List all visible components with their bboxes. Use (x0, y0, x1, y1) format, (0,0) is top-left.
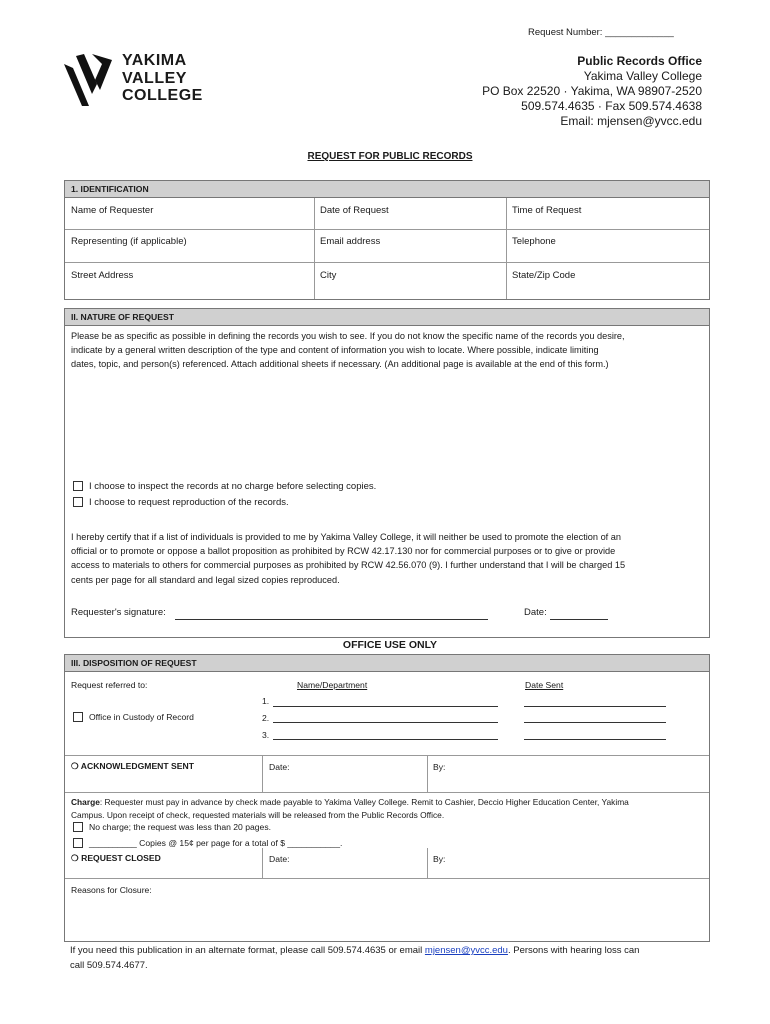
state-zip-field[interactable]: State/Zip Code (512, 270, 576, 281)
footer-note: If you need this publication in an alternate format, please call 509.574.4635 or email mjensen@yvcc.edu. Persons with hearing loss can call 509.574.4677. (70, 945, 640, 971)
copies-checkbox[interactable] (73, 838, 83, 848)
reproduce-option[interactable] (73, 497, 289, 508)
office-line-1: Yakima Valley College (583, 69, 702, 83)
referral-date-line-2[interactable] (524, 722, 666, 723)
identification-section (64, 180, 710, 300)
office-use-only-heading: OFFICE USE ONLY (342, 639, 438, 651)
signature-date-line[interactable] (550, 619, 608, 620)
no-charge-option[interactable]: No charge; the request was less than 20 pages. (73, 822, 271, 832)
certification-text: I hereby certify that if a list of individuals is provided to me by Yakima Valley College, it will neither be used to promote the election of an official or to promote or oppose a ballot proposition as prohibited by RCW 42.17.130 nor for commercial purposes or to give or provide access to materials to others for commercial purposes as prohibited by RCW 42.56.070 (9). I further understand that I will be charged 15 cents per page for all standard and legal sized copies reproduced. (71, 532, 626, 585)
street-address-field[interactable]: Street Address (71, 270, 134, 281)
closed-by-label: By: (433, 854, 446, 864)
footer-email-link[interactable]: mjensen@yvcc.edu (424, 945, 508, 956)
ack-by-label: By: (433, 762, 446, 772)
office-line-3: 509.574.4635 · Fax 509.574.4638 (521, 99, 702, 113)
office-line-4: Email: mjensen@yvcc.edu (560, 114, 702, 128)
charge-text: Charge: Requester must pay in advance by check made payable to Yakima Valley College. Remit to Cashier, Deccio Higher Education Center, Yakima Campus. Upon receipt of check, requested materials will be released from the Public Records Office. (71, 797, 629, 820)
signature-label: Requester's signature: (71, 607, 166, 618)
inspect-checkbox[interactable] (73, 481, 83, 491)
city-field[interactable]: City (320, 270, 337, 281)
referral-date-line-1[interactable] (524, 706, 666, 707)
radio-circle-icon[interactable]: ❍ (71, 761, 79, 771)
office-title: Public Records Office (577, 54, 702, 68)
referral-name-line-2[interactable] (273, 722, 498, 723)
request-number-label: Request Number: _____________ (528, 27, 674, 38)
copies-option[interactable]: __________ Copies @ 15¢ per page for a total of $ ___________. (73, 838, 342, 848)
referral-date-line-3[interactable] (524, 739, 666, 740)
office-custody-option[interactable]: Office in Custody of Record (73, 712, 194, 722)
signature-line[interactable] (175, 619, 488, 620)
form-title: REQUEST FOR PUBLIC RECORDS (307, 151, 473, 162)
name-of-requester-field[interactable]: Name of Requester (71, 205, 154, 216)
request-closed-option[interactable]: ❍ REQUEST CLOSED (71, 853, 161, 863)
office-custody-checkbox[interactable] (73, 712, 83, 722)
telephone-field[interactable]: Telephone (512, 236, 556, 247)
college-logo (62, 50, 212, 110)
reproduce-option-label: I choose to request reproduction of the records. (89, 497, 289, 508)
logo-text-line-3: COLLEGE (122, 87, 203, 104)
section-title: 1. IDENTIFICATION (65, 181, 709, 198)
time-of-request-field[interactable]: Time of Request (512, 205, 582, 216)
signature-date-label: Date: (524, 607, 547, 618)
disposition-section: III. DISPOSITION OF REQUEST Request referred to: Name/Department Date Sent 1. Office in Custody of Record 2. 3. ❍ ACKNOWLEDGMENT SENT Date: By: Charge: Requester must pay in advance by check made payable to Yakima Valley College. Remit to Cashier, Deccio Higher Education Center, Yakima Campus. Upon receipt of check, requested materials will be released from the Public Records Office. No charge; the request was less than 20 pages. __________ Copies @ 15¢ per page for a total of $ ___________. ❍ REQUEST CLOSED Date: By: Reasons for Closure: (64, 654, 710, 942)
office-address-block (482, 54, 702, 129)
closed-date-label: Date: (269, 854, 290, 864)
date-of-request-field[interactable]: Date of Request (320, 205, 389, 216)
ack-sent-option[interactable]: ❍ ACKNOWLEDGMENT SENT (71, 761, 194, 771)
office-line-2: PO Box 22520 · Yakima, WA 98907-2520 (482, 84, 702, 98)
section-title: III. DISPOSITION OF REQUEST (65, 655, 709, 672)
reproduce-checkbox[interactable] (73, 497, 83, 507)
request-instructions: Please be as specific as possible in defining the records you wish to see. If you do not know the specific name of the records you desire, indicate by a general written description of the type and content of information you wish to locate. Where possible, indicate limiting dates, topic, and person(s) referenced. Attach additional sheets if necessary. (An additional page is available at the end of this form.) (71, 331, 625, 370)
logo-mark-icon (62, 50, 114, 108)
name-department-header: Name/Department (297, 680, 368, 690)
no-charge-checkbox[interactable] (73, 822, 83, 832)
reasons-for-closure-field[interactable]: Reasons for Closure: (71, 885, 152, 895)
ack-date-label: Date: (269, 762, 290, 772)
referred-label: Request referred to: (71, 680, 148, 690)
logo-text-line-1: YAKIMA (122, 52, 187, 69)
logo-text-line-2: VALLEY (122, 69, 187, 87)
date-sent-header: Date Sent (525, 680, 564, 690)
referral-name-line-3[interactable] (273, 739, 498, 740)
referral-name-line-1[interactable] (273, 706, 498, 707)
section-title: II. NATURE OF REQUEST (65, 309, 709, 326)
inspect-option-label: I choose to inspect the records at no charge before selecting copies. (89, 481, 377, 492)
inspect-option[interactable] (73, 481, 376, 492)
nature-of-request-section (64, 308, 710, 638)
representing-field[interactable]: Representing (if applicable) (71, 236, 187, 247)
radio-circle-icon[interactable]: ❍ (71, 853, 79, 863)
email-address-field[interactable]: Email address (320, 236, 381, 247)
